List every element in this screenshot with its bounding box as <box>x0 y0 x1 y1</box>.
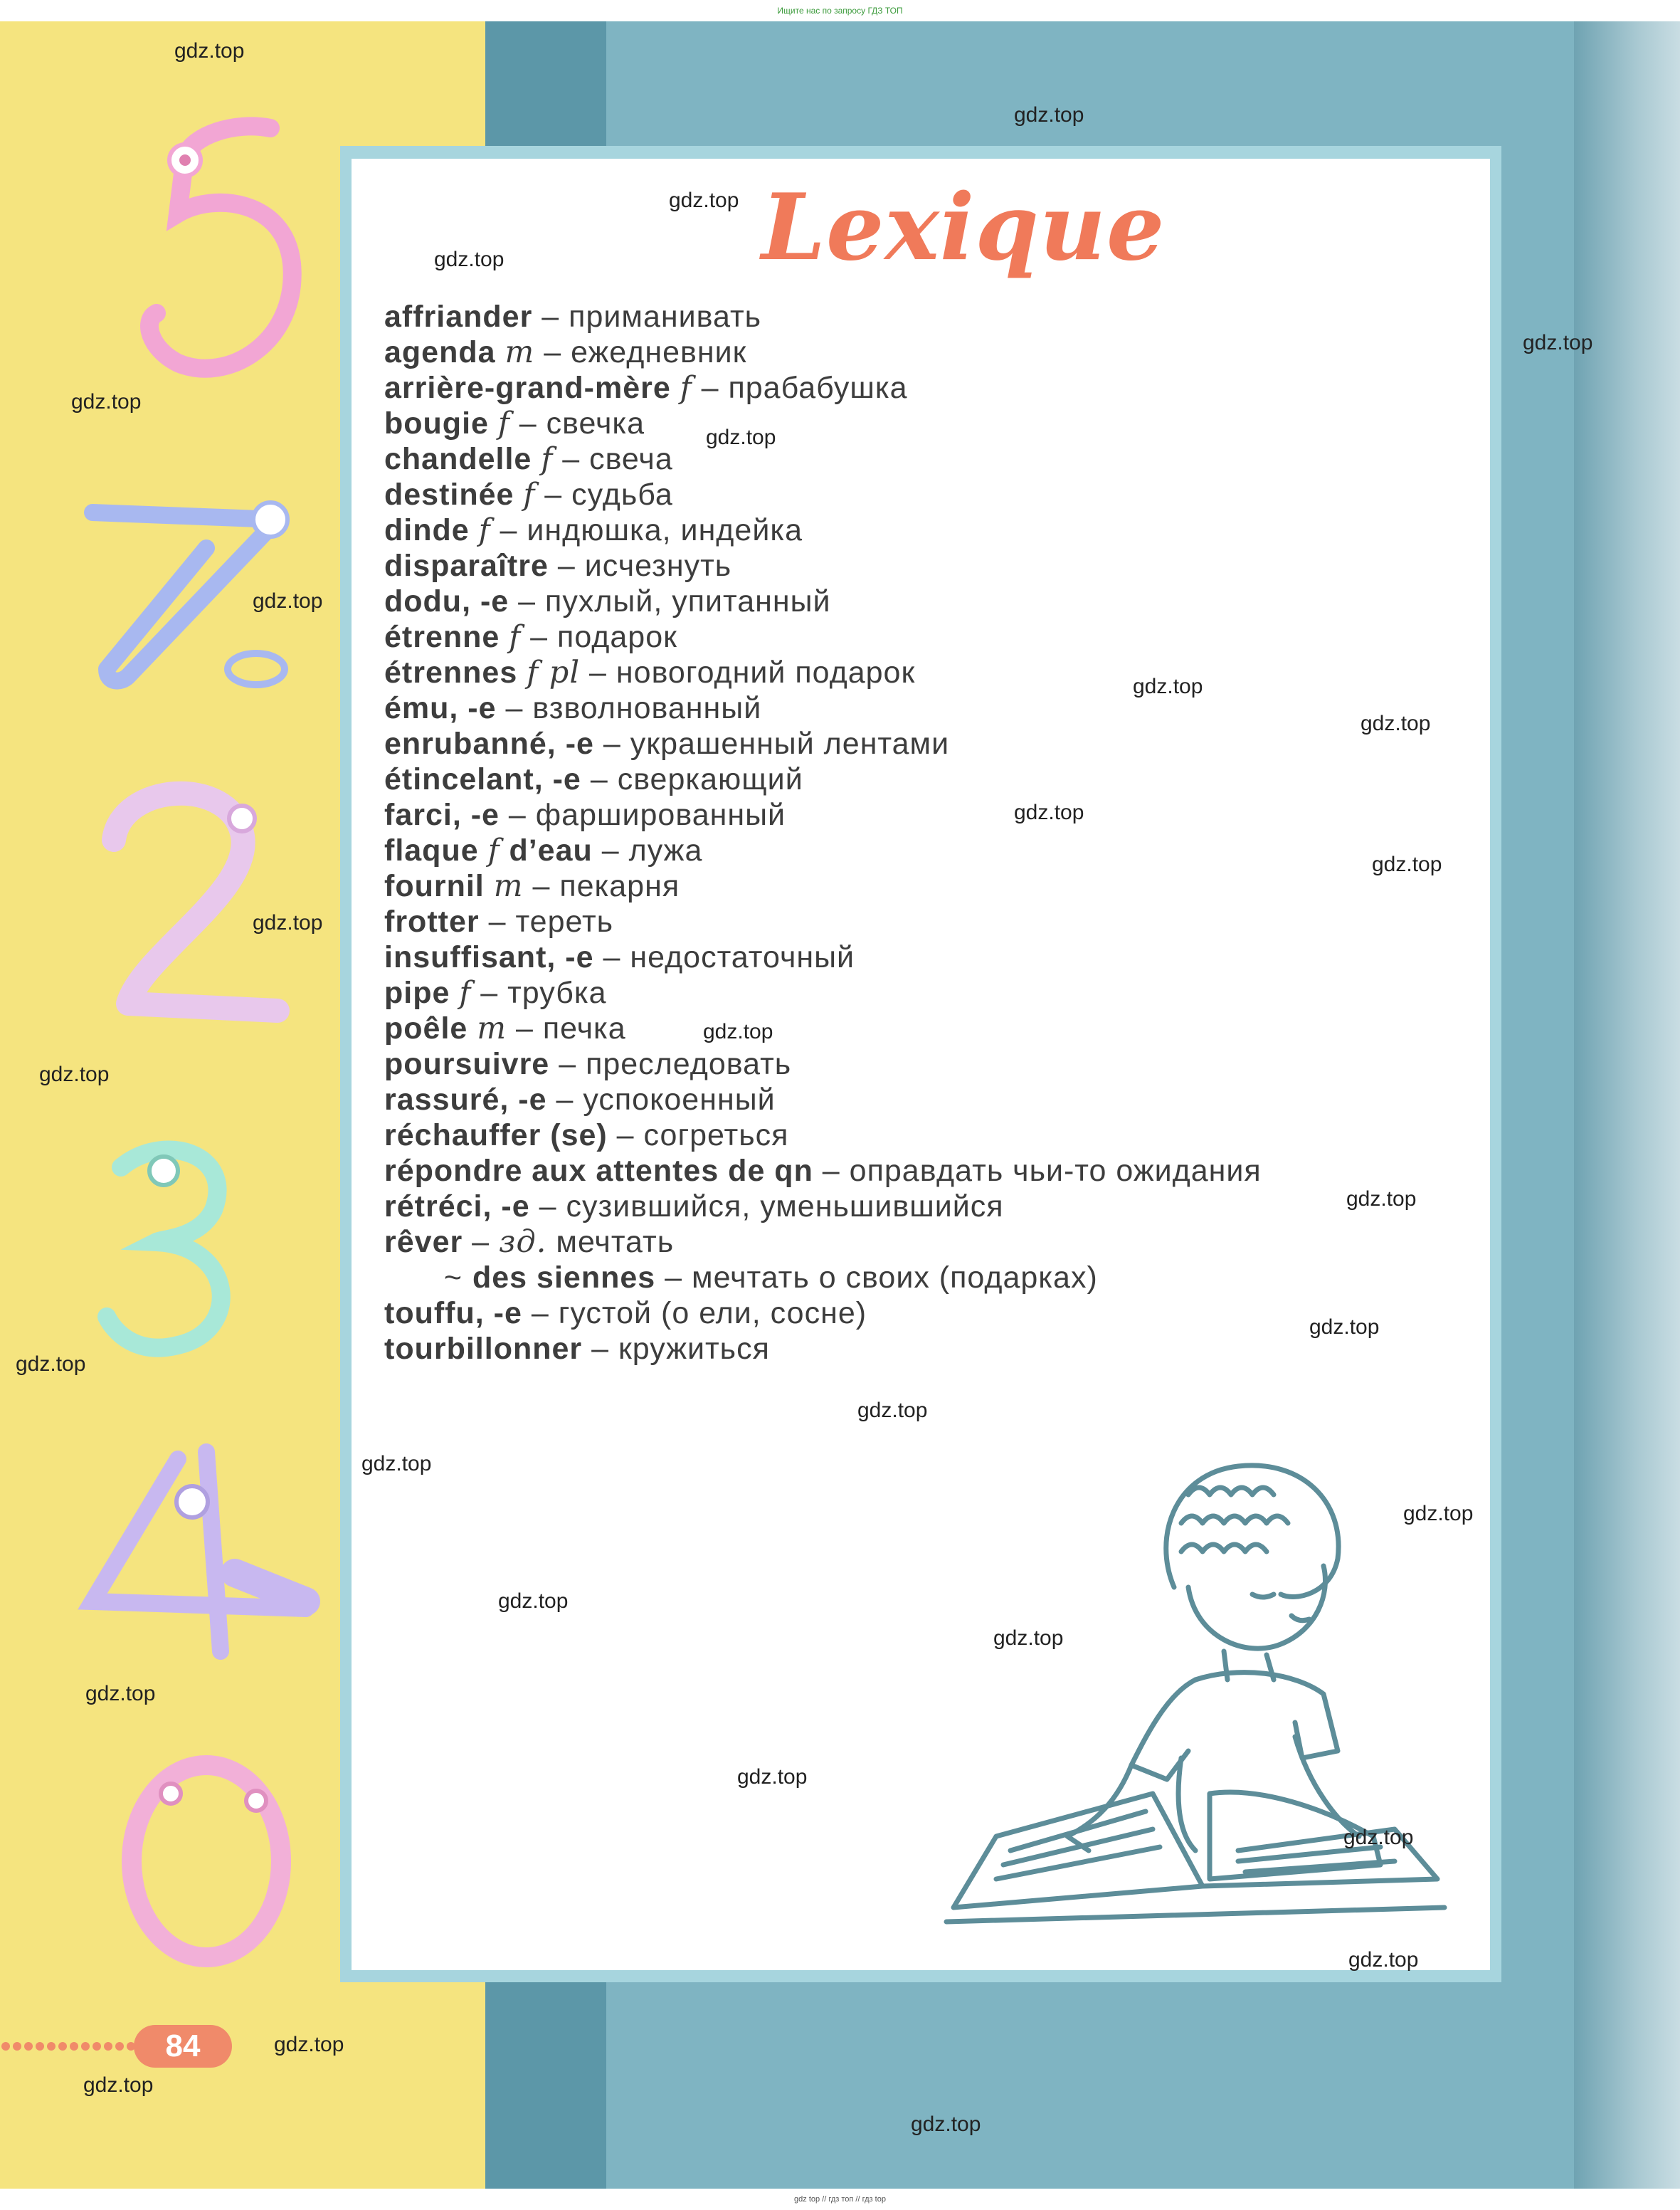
entry-word: enrubanné, -e <box>384 727 594 761</box>
bottom-banner: gdz top // гдз топ // гдз top <box>794 2195 886 2204</box>
lexicon-entry <box>384 940 1452 975</box>
entry-separator: – <box>544 335 562 369</box>
lexicon-entry <box>384 619 1452 655</box>
decorative-number-4-icon <box>50 1438 320 1673</box>
entry-translation: успокоенный <box>583 1083 776 1117</box>
watermark: gdz.top <box>83 2073 154 2097</box>
lexicon-entry <box>384 370 1452 406</box>
entry-translation: ежедневник <box>571 335 747 369</box>
entry-word: rêver <box>384 1225 463 1259</box>
entry-word: tourbillonner <box>384 1332 583 1366</box>
decorative-number-0-icon <box>100 1737 313 1979</box>
entry-word: poêle <box>384 1011 468 1046</box>
watermark: gdz.top <box>361 1452 432 1475</box>
entry-separator: – <box>559 1047 577 1081</box>
entry-separator: – <box>562 442 581 476</box>
entry-translation: подарок <box>557 620 677 654</box>
decorative-number-2-icon <box>64 754 306 1039</box>
entry-word: étrennes <box>384 656 518 690</box>
entry-separator: – <box>557 549 576 583</box>
lexicon-entry <box>384 1046 1452 1082</box>
lexicon-entry <box>384 904 1452 940</box>
entry-word: ému, -e <box>384 691 497 725</box>
entry-translation: согреться <box>643 1118 789 1152</box>
lexicon-entry <box>384 1260 1452 1295</box>
entry-separator: – <box>591 1332 610 1366</box>
top-banner: Ищите нас по запросу ГДЗ ТОП <box>777 6 903 16</box>
entry-translation: новогодний подарок <box>616 656 916 690</box>
watermark: gdz.top <box>434 248 504 271</box>
entry-separator: – <box>480 976 499 1010</box>
entry-separator: – <box>508 798 527 832</box>
entry-word: poursuivre <box>384 1047 550 1081</box>
decorative-number-3-icon <box>57 1117 285 1374</box>
watermark: gdz.top <box>1014 801 1084 824</box>
entry-separator: – <box>532 869 551 903</box>
entry-word: insuffisant, -e <box>384 940 594 974</box>
entry-word: farci, -e <box>384 798 500 832</box>
lexicon-entry <box>384 548 1452 584</box>
entry-translation: взволнованный <box>532 691 762 725</box>
entry-word: dodu, -e <box>384 584 509 619</box>
entry-separator: – <box>616 1118 635 1152</box>
entry-word: fournil <box>384 869 485 903</box>
entry-separator: – <box>701 371 719 405</box>
entry-translation: судьба <box>571 478 673 512</box>
boy-reading-illustration <box>939 1452 1452 1950</box>
watermark: gdz.top <box>174 39 245 63</box>
lexicon-entry <box>384 762 1452 797</box>
entry-word: chandelle <box>384 442 532 476</box>
entry-usage-note: зд. <box>499 1224 547 1260</box>
entry-separator: – <box>518 584 537 619</box>
entry-prefix: ~ <box>443 1261 463 1295</box>
lexicon-entry <box>384 1011 1452 1046</box>
entry-translation: свеча <box>589 442 673 476</box>
entry-word: réchauffer (se) <box>384 1118 608 1152</box>
entry-separator: – <box>516 1011 534 1046</box>
entry-separator: – <box>590 762 608 796</box>
entry-word: flaque <box>384 833 479 868</box>
entry-grammar: f <box>509 619 522 655</box>
lexicon-entry <box>384 797 1452 833</box>
entry-separator: – <box>556 1083 574 1117</box>
entry-word: rassuré, -e <box>384 1083 547 1117</box>
entry-separator: – <box>589 656 607 690</box>
entry-translation: прабабушка <box>728 371 908 405</box>
entry-separator: – <box>822 1154 840 1188</box>
entry-translation: густой (о ели, сосне) <box>558 1296 867 1330</box>
entry-separator: – <box>665 1261 683 1295</box>
watermark: gdz.top <box>1403 1502 1474 1525</box>
entry-grammar: f <box>680 370 692 406</box>
watermark: gdz.top <box>993 1626 1064 1650</box>
entry-separator: – <box>603 727 621 761</box>
entry-separator: – <box>472 1225 490 1259</box>
entry-word: affriander <box>384 300 533 334</box>
entry-separator: – <box>500 513 518 547</box>
entry-separator: – <box>539 1189 557 1224</box>
watermark: gdz.top <box>1014 103 1084 127</box>
entry-translation: печка <box>542 1011 626 1046</box>
entry-separator: – <box>488 905 507 939</box>
lexicon-entry <box>384 335 1452 370</box>
lexicon-entry <box>384 406 1452 441</box>
lexicon-entry <box>384 655 1452 690</box>
lexicon-entry <box>384 726 1452 762</box>
entry-translation: сверкающий <box>617 762 803 796</box>
watermark: gdz.top <box>703 1020 773 1043</box>
entry-grammar: m <box>504 335 535 370</box>
lexicon-entry <box>384 1082 1452 1117</box>
watermark: gdz.top <box>39 1063 110 1086</box>
entry-grammar: f <box>523 477 536 512</box>
entry-word: touffu, -e <box>384 1296 522 1330</box>
entry-separator: – <box>505 691 524 725</box>
watermark: gdz.top <box>253 911 323 935</box>
entry-word: agenda <box>384 335 496 369</box>
page-title: Lexique <box>761 174 1166 281</box>
entry-grammar: m <box>493 868 524 904</box>
lexicon-entry <box>384 1153 1452 1189</box>
lexicon-entry <box>384 868 1452 904</box>
page-number: 84 <box>134 2025 232 2068</box>
lexicon-entry <box>384 584 1452 619</box>
page-dots-decoration <box>0 2038 142 2055</box>
entry-word: répondre aux attentes de qn <box>384 1154 813 1188</box>
entry-separator: – <box>530 620 549 654</box>
entry-word: frotter <box>384 905 480 939</box>
entry-translation: пекарня <box>559 869 680 903</box>
entry-grammar: f <box>478 512 491 548</box>
watermark: gdz.top <box>498 1589 569 1613</box>
entry-separator: – <box>531 1296 549 1330</box>
watermark: gdz.top <box>253 589 323 613</box>
entry-word: arrière-grand-mère <box>384 371 671 405</box>
entry-translation: фаршированный <box>535 798 786 832</box>
watermark: gdz.top <box>706 426 776 449</box>
lexicon-list <box>384 299 1452 1367</box>
watermark: gdz.top <box>1348 1948 1419 1972</box>
entry-translation: приманивать <box>569 300 762 334</box>
lexicon-entry <box>384 1189 1452 1224</box>
entry-translation: тереть <box>515 905 614 939</box>
entry-translation: свечка <box>546 406 645 441</box>
entry-translation: кружиться <box>618 1332 770 1366</box>
entry-translation: трубка <box>507 976 607 1010</box>
entry-grammar: f <box>487 833 500 868</box>
entry-translation: лужа <box>628 833 703 868</box>
lexicon-entry <box>384 690 1452 726</box>
entry-separator: – <box>601 833 620 868</box>
watermark: gdz.top <box>737 1765 808 1789</box>
entry-translation: индюшка, индейка <box>527 513 803 547</box>
entry-word-continuation: d’eau <box>509 833 593 868</box>
watermark: gdz.top <box>669 189 739 212</box>
watermark: gdz.top <box>911 2112 981 2136</box>
entry-word: étincelant, -e <box>384 762 581 796</box>
lexicon-entry <box>384 975 1452 1011</box>
entry-word: étrenne <box>384 620 500 654</box>
entry-translation: пухлый, упитанный <box>545 584 831 619</box>
watermark: gdz.top <box>274 2033 344 2056</box>
lexicon-entry <box>384 299 1452 335</box>
lexicon-entry <box>384 441 1452 477</box>
entry-translation: преследовать <box>586 1047 792 1081</box>
entry-word: disparaître <box>384 549 549 583</box>
entry-translation: недостаточный <box>630 940 855 974</box>
watermark: gdz.top <box>1309 1315 1380 1339</box>
entry-word: des siennes <box>472 1261 656 1295</box>
entry-translation: исчезнуть <box>584 549 732 583</box>
watermark: gdz.top <box>1346 1187 1417 1211</box>
lexicon-entry <box>384 1331 1452 1367</box>
lexicon-entry <box>384 833 1452 868</box>
watermark: gdz.top <box>1361 712 1431 735</box>
entry-translation: мечтать <box>556 1225 675 1259</box>
watermark: gdz.top <box>1523 331 1593 354</box>
entry-translation: оправдать чьи-то ожидания <box>849 1154 1262 1188</box>
lexicon-entry <box>384 477 1452 512</box>
entry-word: rétréci, -e <box>384 1189 530 1224</box>
entry-separator: – <box>519 406 537 441</box>
entry-translation: сузившийся, уменьшившийся <box>566 1189 1004 1224</box>
decorative-number-5-icon <box>107 107 313 391</box>
entry-separator: – <box>544 478 563 512</box>
watermark: gdz.top <box>1133 675 1203 698</box>
entry-translation: украшенный лентами <box>630 727 950 761</box>
entry-grammar: f <box>459 975 472 1011</box>
entry-word: bougie <box>384 406 489 441</box>
lexicon-entry <box>384 1224 1452 1260</box>
entry-translation: мечтать о своих (подарках) <box>692 1261 1098 1295</box>
lexicon-entry <box>384 512 1452 548</box>
entry-separator: – <box>541 300 560 334</box>
lexicon-entry <box>384 1117 1452 1153</box>
entry-word: dinde <box>384 513 470 547</box>
watermark: gdz.top <box>85 1682 156 1705</box>
entry-grammar: m <box>477 1011 507 1046</box>
watermark: gdz.top <box>857 1399 928 1422</box>
entry-separator: – <box>603 940 621 974</box>
lexicon-entry <box>384 1295 1452 1331</box>
entry-grammar: f <box>541 441 554 477</box>
watermark: gdz.top <box>1372 853 1442 876</box>
entry-word: pipe <box>384 976 450 1010</box>
watermark: gdz.top <box>1343 1826 1414 1849</box>
entry-grammar: f pl <box>527 655 581 690</box>
watermark: gdz.top <box>16 1352 86 1376</box>
watermark: gdz.top <box>71 390 142 414</box>
entry-word: destinée <box>384 478 514 512</box>
entry-grammar: f <box>497 406 510 441</box>
